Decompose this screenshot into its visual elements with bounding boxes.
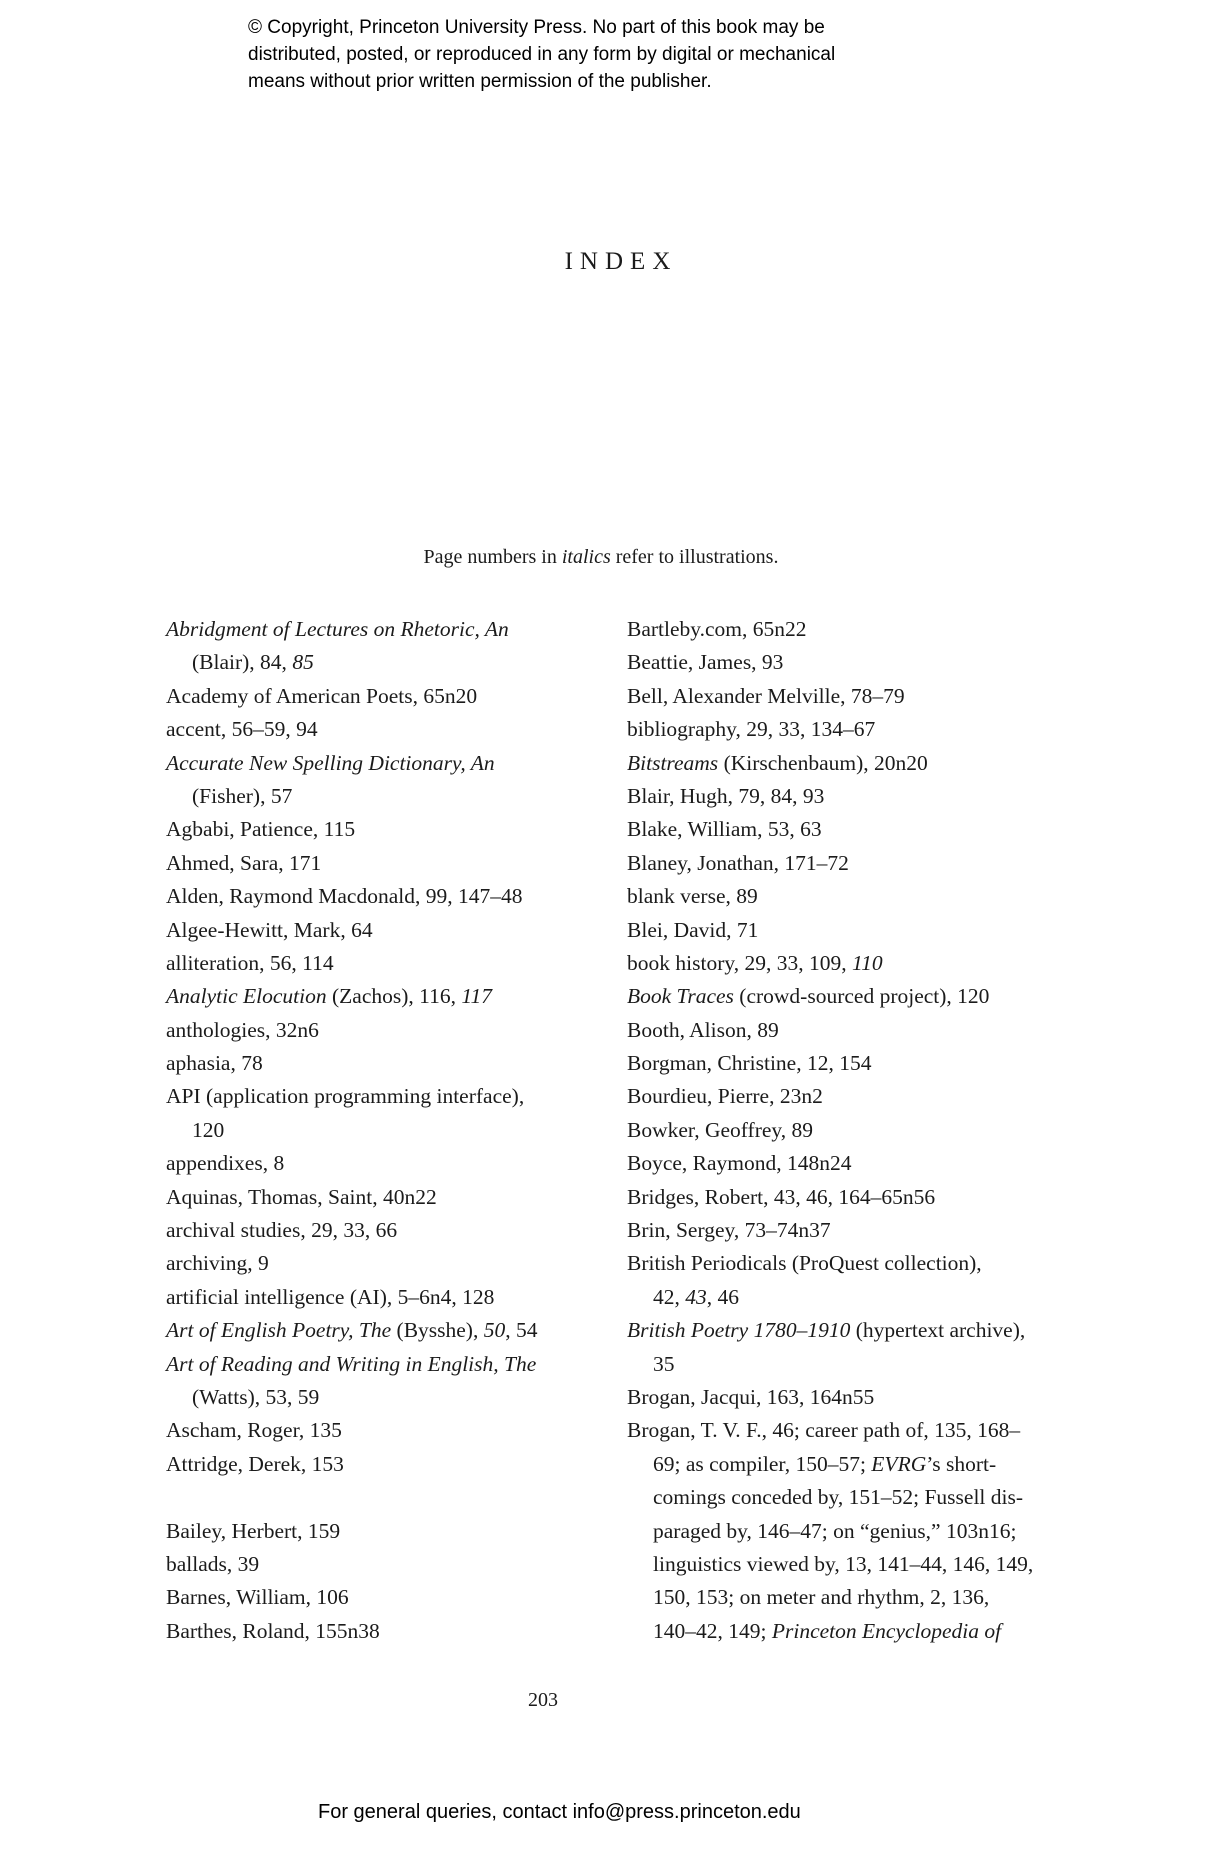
index-text: (Fisher), 57	[192, 783, 293, 808]
index-entry-line	[627, 1181, 1102, 1214]
index-entry-line	[166, 1181, 616, 1214]
index-entry-line	[627, 1548, 1102, 1581]
index-entry-line	[627, 713, 1102, 746]
index-text: Borgman, Christine, 12, 154	[627, 1051, 872, 1076]
index-entry-line	[627, 1114, 1102, 1147]
index-text: Bailey, Herbert, 159	[166, 1518, 341, 1543]
index-text-italic: 50	[483, 1318, 506, 1343]
index-entry-line	[627, 680, 1102, 713]
index-text: Bell, Alexander Melville, 78–79	[627, 683, 905, 708]
index-text: Blake, William, 53, 63	[627, 817, 822, 842]
index-text: linguistics viewed by, 13, 141–44, 146, 149,	[653, 1551, 1034, 1576]
index-text-italic: Bitstreams	[627, 750, 719, 775]
index-text: Brogan, Jacqui, 163, 164n55	[627, 1384, 875, 1409]
index-entry-line	[627, 1481, 1102, 1514]
index-entry-line	[627, 1414, 1102, 1447]
page-number: 203	[528, 1689, 558, 1711]
index-entry-line	[627, 1080, 1102, 1113]
index-entry-line	[166, 914, 616, 947]
index-text: alliteration, 56, 114	[166, 950, 334, 975]
index-text: Alden, Raymond Macdonald, 99, 147–48	[166, 884, 523, 909]
index-text: Agbabi, Patience, 115	[166, 817, 356, 842]
index-entry-line	[166, 1548, 616, 1581]
index-text: (Zachos), 116,	[326, 984, 462, 1009]
index-text: Algee-Hewitt, Mark, 64	[166, 917, 373, 942]
index-text: Aquinas, Thomas, Saint, 40n22	[166, 1184, 437, 1209]
index-entry-line	[166, 1314, 616, 1347]
index-text: appendixes, 8	[166, 1151, 285, 1176]
index-text: comings conceded by, 151–52; Fussell dis-	[653, 1485, 1024, 1510]
index-entry-line	[627, 880, 1102, 913]
index-text: Boyce, Raymond, 148n24	[627, 1151, 852, 1176]
index-text: paraged by, 146–47; on “genius,” 103n16;	[653, 1518, 1017, 1543]
index-entry-line	[166, 780, 616, 813]
index-text: Bridges, Robert, 43, 46, 164–65n56	[627, 1184, 936, 1209]
index-entry-line	[166, 1047, 616, 1080]
index-text-italic: Accurate New Spelling Dictionary, An	[166, 750, 495, 775]
index-entry-line	[627, 813, 1102, 846]
index-entry-line	[166, 1615, 616, 1648]
index-text: (Blair), 84,	[192, 650, 293, 675]
page-title: INDEX	[564, 248, 678, 275]
index-text: , 54	[505, 1318, 538, 1343]
index-entry-line	[627, 1014, 1102, 1047]
note-suffix: refer to illustrations.	[610, 546, 779, 568]
index-text: archival studies, 29, 33, 66	[166, 1218, 398, 1243]
index-text: anthologies, 32n6	[166, 1017, 319, 1042]
index-text: artificial intelligence (AI), 5–6n4, 128	[166, 1284, 495, 1309]
contact-line: For general queries, contact info@press.princeton.edu	[318, 1801, 801, 1823]
index-text: Bowker, Geoffrey, 89	[627, 1117, 814, 1142]
index-entry-line	[166, 813, 616, 846]
index-blank-line	[166, 1481, 616, 1514]
index-text: Barnes, William, 106	[166, 1585, 349, 1610]
index-text: Attridge, Derek, 153	[166, 1451, 344, 1476]
index-text: Academy of American Poets, 65n20	[166, 683, 478, 708]
index-entry-line	[627, 613, 1102, 646]
index-text: accent, 56–59, 94	[166, 717, 318, 742]
index-entry-line	[166, 1014, 616, 1047]
index-text: Ascham, Roger, 135	[166, 1418, 342, 1443]
index-entry-line	[166, 1147, 616, 1180]
note-prefix: Page numbers in	[423, 546, 562, 568]
index-text: Bartleby.com, 65n22	[627, 617, 807, 641]
index-entry-line	[627, 847, 1102, 880]
index-entry-line	[166, 1214, 616, 1247]
index-entry-line	[627, 1147, 1102, 1180]
index-entry-line	[166, 947, 616, 980]
index-text: ’s short-	[926, 1451, 997, 1476]
index-entry-line	[166, 613, 616, 646]
index-entry-line	[627, 1448, 1102, 1481]
index-text: (crowd-sourced project), 120	[733, 984, 990, 1009]
index-text: (Watts), 53, 59	[192, 1384, 320, 1409]
index-entry-line	[627, 1515, 1102, 1548]
index-text-italic: Analytic Elocution	[166, 984, 327, 1009]
index-entry-line	[166, 713, 616, 746]
index-entry-line	[627, 947, 1102, 980]
index-entry-line	[166, 980, 616, 1013]
index-entry-line	[166, 1080, 616, 1113]
index-entry-line	[627, 1348, 1102, 1381]
index-text-italic: EVRG	[871, 1451, 927, 1476]
index-entry-line	[166, 1448, 616, 1481]
copyright-line-2: distributed, posted, or reproduced in any form by digital or mechanical	[248, 44, 836, 65]
index-text: 150, 153; on meter and rhythm, 2, 136,	[653, 1585, 990, 1610]
note-italic-word: italics	[561, 546, 611, 568]
index-entry-line	[166, 847, 616, 880]
index-entry-line	[166, 1515, 616, 1548]
index-text-italic: Art of Reading and Writing in English, The	[166, 1351, 537, 1376]
index-text: Brin, Sergey, 73–74n37	[627, 1218, 831, 1243]
index-text: ballads, 39	[166, 1551, 260, 1576]
index-entry-line	[627, 1047, 1102, 1080]
index-entry-line	[166, 1414, 616, 1447]
index-text: (Bysshe),	[391, 1318, 484, 1343]
index-text: 35	[653, 1351, 675, 1376]
index-text: 42,	[653, 1284, 686, 1309]
index-entry-line	[627, 914, 1102, 947]
index-entry-line	[166, 1114, 616, 1147]
index-entry-line	[627, 1615, 1102, 1648]
index-text: aphasia, 78	[166, 1051, 263, 1076]
index-text: Ahmed, Sara, 171	[166, 850, 322, 875]
index-entry-line	[627, 747, 1102, 780]
index-entry-line	[166, 880, 616, 913]
index-entry-line	[627, 780, 1102, 813]
index-entry-line	[627, 1281, 1102, 1314]
index-entry-line	[627, 1314, 1102, 1347]
index-entry-line	[166, 1281, 616, 1314]
index-text: bibliography, 29, 33, 134–67	[627, 717, 876, 742]
index-text: Booth, Alison, 89	[627, 1017, 779, 1042]
index-text: British Periodicals (ProQuest collection),	[627, 1251, 982, 1276]
index-text-italic: Art of English Poetry, The	[166, 1318, 392, 1343]
index-text-italic: British Poetry 1780–1910	[627, 1318, 851, 1343]
index-column-right	[627, 613, 1102, 1648]
index-text: Blaney, Jonathan, 171–72	[627, 850, 849, 875]
index-entry-line	[627, 980, 1102, 1013]
index-entry-line	[166, 1381, 616, 1414]
index-text: 69; as compiler, 150–57;	[653, 1451, 872, 1476]
index-text: (hypertext archive),	[850, 1318, 1026, 1343]
index-text: Brogan, T. V. F., 46; career path of, 135, 168–	[627, 1418, 1021, 1443]
index-text-italic: Princeton Encyclopedia of	[771, 1618, 1002, 1643]
index-text: 140–42, 149;	[653, 1618, 772, 1643]
index-entry-line	[627, 1247, 1102, 1280]
index-entry-line	[166, 646, 616, 679]
index-text: Beattie, James, 93	[627, 650, 784, 675]
index-column-left	[166, 613, 616, 1648]
index-text-italic: 43	[685, 1284, 707, 1309]
index-entry-line	[627, 1381, 1102, 1414]
index-text-italic: 110	[851, 950, 883, 975]
index-text: 120	[192, 1117, 225, 1142]
index-entry-line	[627, 1214, 1102, 1247]
index-text: blank verse, 89	[627, 884, 758, 909]
index-text-italic: 117	[461, 984, 493, 1009]
italics-note	[166, 546, 1036, 569]
index-text: Blei, David, 71	[627, 917, 759, 942]
index-entry-line	[627, 1581, 1102, 1614]
index-entry-line	[166, 1581, 616, 1614]
index-text-italic: 85	[292, 650, 314, 675]
index-text: Bourdieu, Pierre, 23n2	[627, 1084, 823, 1109]
copyright-notice	[248, 14, 835, 95]
index-entry-line	[627, 646, 1102, 679]
index-text-italic: Book Traces	[627, 984, 734, 1009]
copyright-line-3: means without prior written permission of the publisher.	[248, 71, 712, 92]
index-text: API (application programming interface),	[166, 1084, 525, 1109]
index-text: , 46	[706, 1284, 739, 1309]
index-text-italic: Abridgment of Lectures on Rhetoric, An	[166, 617, 509, 641]
index-text: archiving, 9	[166, 1251, 269, 1276]
index-entry-line	[166, 747, 616, 780]
index-entry-line	[166, 1348, 616, 1381]
index-text: book history, 29, 33, 109,	[627, 950, 852, 975]
index-text: Blair, Hugh, 79, 84, 93	[627, 783, 825, 808]
index-entry-line	[166, 680, 616, 713]
copyright-line-1: © Copyright, Princeton University Press. No part of this book may be	[248, 17, 825, 38]
index-text: Barthes, Roland, 155n38	[166, 1618, 380, 1643]
index-text: (Kirschenbaum), 20n20	[718, 750, 928, 775]
index-entry-line	[166, 1247, 616, 1280]
